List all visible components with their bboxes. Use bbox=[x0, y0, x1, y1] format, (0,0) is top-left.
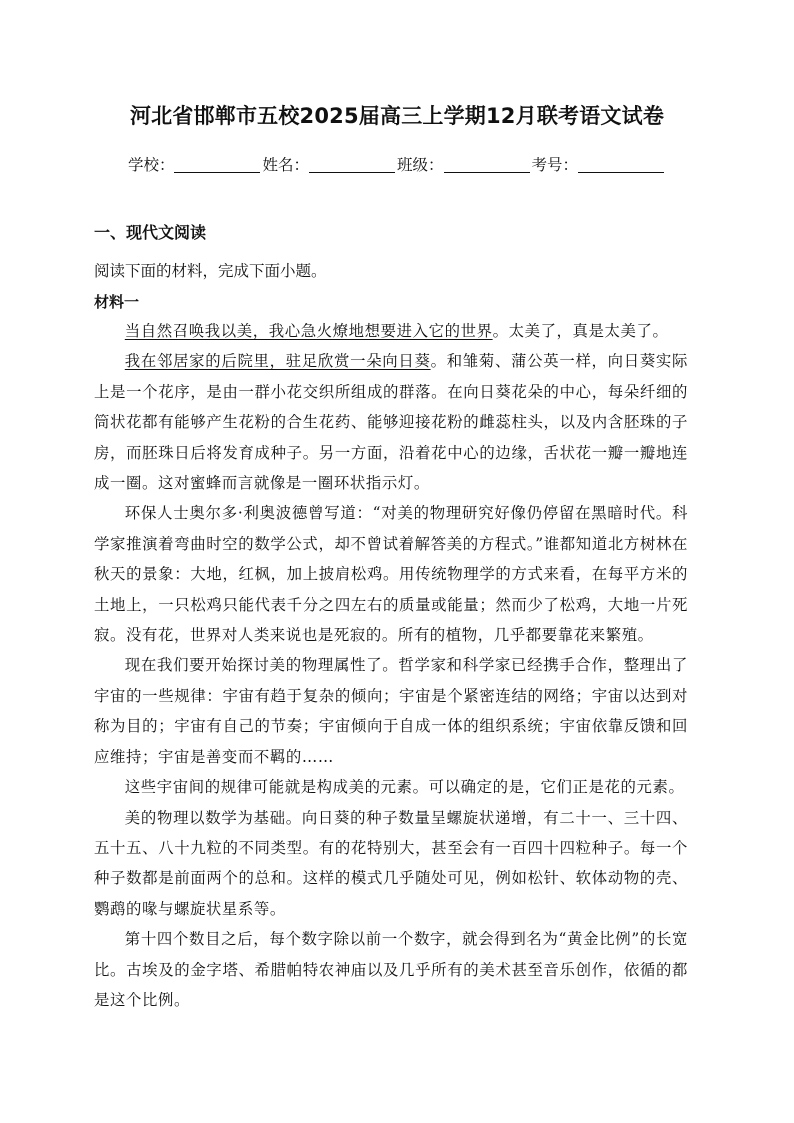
class-field bbox=[397, 153, 532, 175]
underlined-sentence-2: 我在邻居家的后院里，驻足欣赏一朵向日葵 bbox=[124, 352, 431, 371]
school-blank bbox=[174, 172, 260, 173]
school-label: 学校： bbox=[127, 156, 175, 174]
exam-number-label: 考号： bbox=[531, 156, 579, 174]
paragraph-2-rest: 。和雏菊、蒲公英一样，向日葵实际上是一个花序，是由一群小花交织所组成的群落。在向日葵花朵的中心，每朵纤细的筒状花都有能够产生花粉的合生花药、能够迎接花粉的雌蕊柱头，以及内含胚珠的子房，而胚珠日后将发育成种子。另一方面，沿着花中心的边缘，舌状花一瓣一瓣地连成一圈。这对蜜蜂而言就像是一圈环状指示灯。 bbox=[94, 352, 688, 493]
reading-instruction: 阅读下面的材料，完成下面小题。 bbox=[94, 262, 327, 280]
exam-number-blank bbox=[578, 172, 664, 173]
paragraph-1-rest: 。太美了，真是太美了。 bbox=[492, 322, 669, 340]
class-blank bbox=[444, 172, 530, 173]
paragraph-2 bbox=[94, 346, 688, 498]
paragraph-6: 美的物理以数学为基础。向日葵的种子数量呈螺旋状递增，有二十一、三十四、五十五、八十九粒的不同类型。有的花特别大，甚至会有一百四十四粒种子。每一个种子数都是前面两个的总和。这样的模式几乎随处可见，例如松针、软体动物的壳、鹦鹉的喙与螺旋状星系等。 bbox=[94, 808, 688, 918]
paragraph-5: 这些宇宙间的规律可能就是构成美的元素。可以确定的是，它们正是花的元素。 bbox=[124, 778, 685, 797]
school-field bbox=[128, 153, 263, 175]
exam-title: 河北省邯郸市五校2025届高三上学期12月联考语文试卷 bbox=[129, 104, 665, 128]
material-label: 材料一 bbox=[94, 293, 140, 311]
name-blank bbox=[309, 172, 395, 173]
paragraph-1 bbox=[94, 316, 688, 346]
name-label: 姓名： bbox=[262, 156, 309, 174]
paragraph-3: 环保人士奥尔多·利奥波德曾写道：“对美的物理研究好像仍停留在黑暗时代。科学家推演着弯曲时空的数学公式，却不曾试着解答美的方程式。”谁都知道北方树林在秋天的景象：大地，红枫，加上披肩松鸡。用传统物理学的方式来看，在每平方米的土地上，一只松鸡只能代表千分之四左右的质量或能量；然而少了松鸡，大地一片死寂。没有花，世界对人类来说也是死寂的。所有的植物，几乎都要靠花来繁殖。 bbox=[94, 504, 688, 645]
exam-number-field bbox=[532, 153, 667, 175]
paragraph-7: 第十四个数目之后，每个数字除以前一个数字，就会得到名为“黄金比例”的长宽比。古埃及的金字塔、希腊帕特农神庙以及几乎所有的美术甚至音乐创作，依循的都是这个比例。 bbox=[94, 930, 688, 1009]
section-heading: 一、现代文阅读 bbox=[94, 223, 207, 242]
student-info-line bbox=[0, 153, 794, 175]
name-field bbox=[262, 153, 397, 175]
class-label: 班级： bbox=[397, 156, 444, 174]
paragraph-4: 现在我们要开始探讨美的物理属性了。哲学家和科学家已经携手合作，整理出了宇宙的一些规律：宇宙有趋于复杂的倾向；宇宙是个紧密连结的网络；宇宙以达到对称为目的；宇宙有自己的节奏；宇宙倾向于自成一体的组织系统；宇宙依靠反馈和回应维持；宇宙是善变而不羁的…… bbox=[94, 656, 688, 766]
passage-body bbox=[94, 316, 688, 1015]
underlined-sentence-1: 当自然召唤我以美，我心急火燎地想要进入它的世界 bbox=[124, 322, 493, 340]
